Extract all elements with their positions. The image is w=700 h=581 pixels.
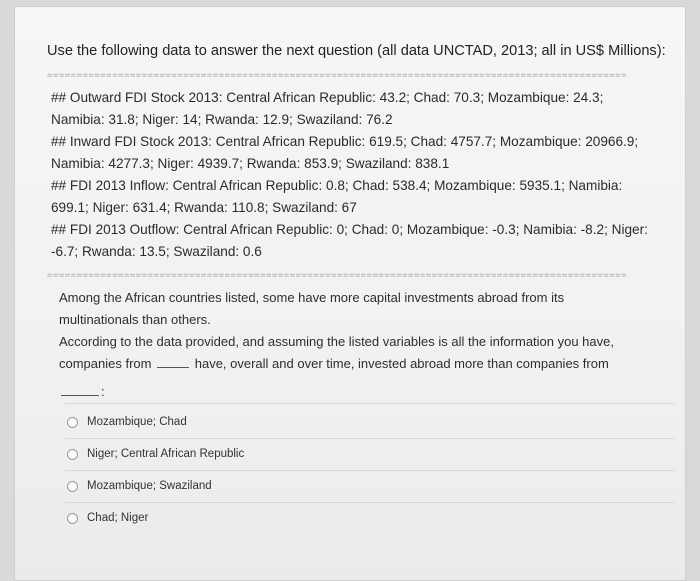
radio-button[interactable] [67, 417, 78, 428]
divider [65, 403, 675, 404]
option-4[interactable] [67, 508, 148, 528]
data-line: ## FDI 2013 Inflow: Central African Republic: 0.8; Chad: 538.4; Mozambique: 5935.1; Namibia: [51, 178, 623, 193]
option-label: Mozambique; Swaziland [87, 480, 212, 492]
data-block [51, 87, 671, 263]
option-label: Chad; Niger [87, 512, 149, 524]
divider [65, 438, 675, 439]
question-line [59, 353, 659, 375]
blank-2 [61, 384, 99, 396]
data-line: 699.1; Niger: 631.4; Rwanda: 110.8; Swaziland: 67 [51, 200, 357, 215]
question-intro: Use the following data to answer the next question (all data UNCTAD, 2013; all in US$ Millions): [47, 43, 666, 59]
data-line: ## FDI 2013 Outflow: Central African Republic: 0; Chad: 0; Mozambique: -0.3; Namibia: -8.2; Niger: [51, 222, 648, 237]
option-3[interactable] [67, 476, 212, 496]
question-line: Among the African countries listed, some have more capital investments abroad from its [59, 290, 565, 305]
divider [65, 502, 675, 503]
data-line: ## Inward FDI Stock 2013: Central African Republic: 619.5; Chad: 4757.7; Mozambique: 20966.9; [51, 134, 639, 149]
separator-top: ================================================================================================== [47, 71, 628, 81]
question-line: According to the data provided, and assuming the listed variables is all the information you have, [59, 334, 614, 349]
question-fragment: companies from [59, 356, 152, 371]
question-line: multinationals than others. [59, 312, 211, 327]
separator-middle: ================================================================================================== [47, 271, 628, 281]
question-line [59, 381, 659, 403]
blank-1 [157, 356, 189, 368]
option-1[interactable] [67, 412, 187, 432]
divider [65, 470, 675, 471]
data-line: ## Outward FDI Stock 2013: Central African Republic: 43.2; Chad: 70.3; Mozambique: 24.3; [51, 90, 604, 105]
data-line: -6.7; Rwanda: 13.5; Swaziland: 0.6 [51, 244, 262, 259]
question-fragment: : [101, 384, 105, 399]
question-text [59, 287, 659, 403]
data-line: Namibia: 31.8; Niger: 14; Rwanda: 12.9; Swaziland: 76.2 [51, 112, 393, 127]
option-label: Niger; Central African Republic [87, 448, 245, 460]
option-label: Mozambique; Chad [87, 416, 187, 428]
radio-button[interactable] [67, 449, 78, 460]
question-fragment: have, overall and over time, invested abroad more than companies from [194, 356, 609, 371]
data-line: Namibia: 4277.3; Niger: 4939.7; Rwanda: 853.9; Swaziland: 838.1 [51, 156, 450, 171]
option-2[interactable] [67, 444, 244, 464]
question-card [14, 6, 686, 581]
radio-button[interactable] [67, 513, 78, 524]
radio-button[interactable] [67, 481, 78, 492]
